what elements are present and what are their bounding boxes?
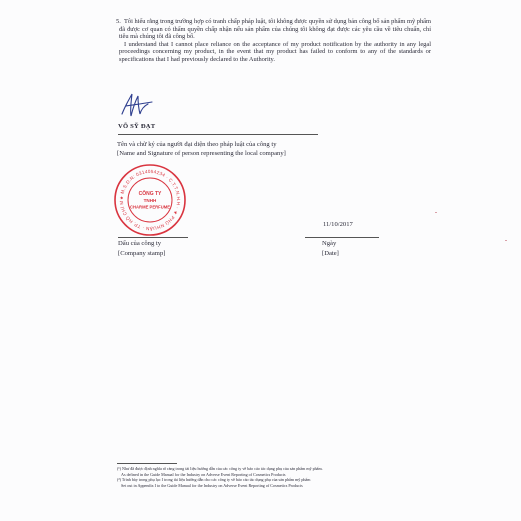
footnotes — [117, 466, 417, 488]
seal-line-1: CÔNG TY — [138, 191, 162, 197]
footnote-1-vi: (¹) Như đã được định nghĩa rõ ràng trong tài liệu hướng dẫn của các công ty về báo cáo tác dụng phụ của sản phẩm mỹ phẩm. — [117, 466, 323, 471]
footnote-1-en: As defined in the Guide Manual for the Industry on Adverse Event Reporting of Cosmetics Products — [121, 471, 286, 477]
company-stamp-caption-vi: Dấu của công ty — [118, 240, 162, 247]
company-seal — [112, 162, 188, 238]
date-value: 11/10/2017 — [323, 221, 353, 228]
svg-text:★ M.S.D.N: 0314054234 · C.T.T.: ★ M.S.D.N: 0314054234 · C.T.T.N.H.H · ★ PHÚ NHUẬN · TP. HỒ CHÍ M — [118, 168, 182, 232]
signature-caption-vi: Tên và chữ ký của người đại diện theo pháp luật của công ty — [117, 141, 277, 148]
company-stamp-line — [118, 237, 188, 238]
margin-mark — [505, 240, 507, 241]
footnote-separator — [117, 463, 177, 464]
date-caption-en: [Date] — [322, 250, 339, 257]
declaration-text-vi: Tôi hiểu rằng trong trường hợp có tranh chấp pháp luật, tôi không được quyền sử dụng bản công bố sản phẩm mỹ phẩm đã được cơ quan có thẩm quyền chấp nhận nếu sản phẩm của chúng tôi không đạt được các yêu cầu về tiêu chuẩn, chỉ tiêu mà chúng tôi đã công bố. — [119, 18, 431, 41]
date-line — [305, 237, 379, 238]
signature-caption-en: [Name and Signature of person representing the local company] — [117, 150, 286, 157]
signature-line — [118, 134, 318, 135]
company-stamp-caption-en: [Company stamp] — [118, 250, 166, 257]
seal-line-3: CHARME PERFUME — [129, 204, 171, 210]
declaration-item-5 — [116, 18, 431, 64]
item-number: 5. — [116, 18, 121, 25]
declaration-text-en: I understand that I cannot place reliance on the acceptance of my product notification by the authority in any legal proceedings concerning my product, in the event that my product has failed to conform to any of the standards or specifications that I had previously declared to the Authority. — [119, 40, 431, 63]
seal-line-2: TNHH — [143, 198, 157, 203]
margin-mark — [435, 212, 437, 213]
date-caption-vi: Ngày — [322, 240, 337, 247]
footnote-2-vi: (²) Trình bày trong phụ lục I trong tài liệu hướng dẫn cho các công ty về báo cáo tác dụng phụ của sản phẩm mỹ phẩm — [117, 477, 311, 483]
handwritten-signature — [118, 90, 160, 120]
signer-name: VÕ SỸ ĐẠT — [118, 123, 156, 130]
footnote-2-en: Set out in Appendix I to the Guide Manual for the Industry on Adverse Event Reporting of Cosmetics Products — [121, 482, 303, 488]
